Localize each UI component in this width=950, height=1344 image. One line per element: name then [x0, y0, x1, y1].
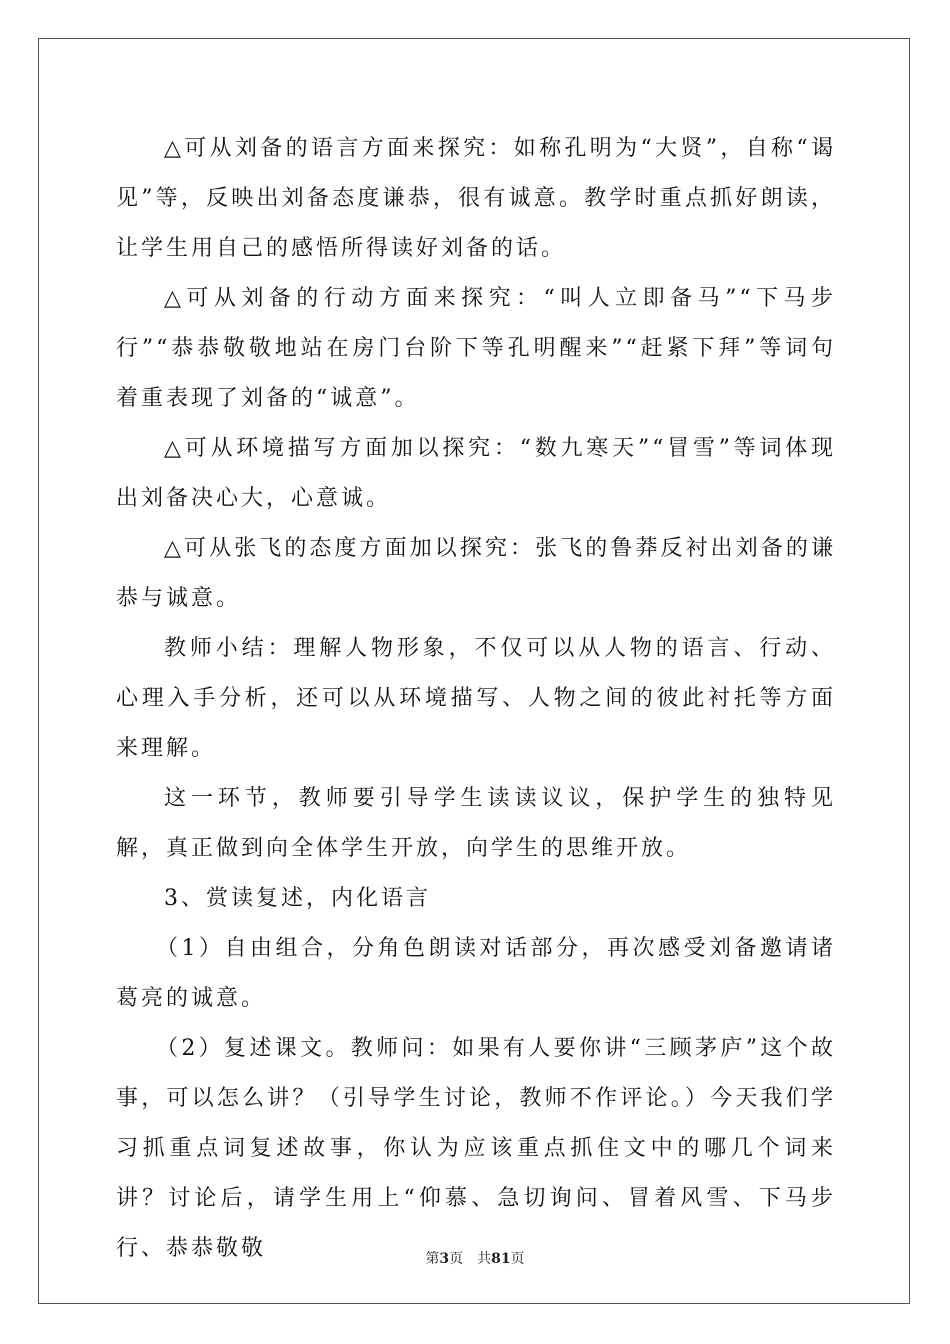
- document-body: [116, 124, 836, 1274]
- section-heading-retelling: 3、赏读复述，内化语言: [164, 886, 431, 911]
- paragraph-segment-note: 这一环节，教师要引导学生读读议议，保护学生的独特见解，真正做到向全体学生开放，向学生的思维开放。: [116, 786, 836, 861]
- paragraph-role-reading: （1）自由组合，分角色朗读对话部分，再次感受刘备邀请诸葛亮的诚意。: [116, 936, 836, 1011]
- paragraph-retelling: （2）复述课文。教师问：如果有人要你讲“三顾茅庐”这个故事，可以怎么讲？（引导学生讨论，教师不作评论。）今天我们学习抓重点词复述故事，你认为应该重点抓住文中的哪几个词来讲？讨论后，请学生用上“仰慕、急切询问、冒着风雪、下马步行、恭恭敬敬: [116, 1036, 836, 1261]
- total-suffix: 页: [510, 1251, 525, 1267]
- page-prefix: 第: [425, 1251, 440, 1267]
- paragraph-environment-analysis: △可从环境描写方面加以探究：“数九寒天”“冒雪”等词体现出刘备决心大，心意诚。: [116, 436, 836, 511]
- total-prefix: 共: [477, 1251, 492, 1267]
- paragraph-teacher-summary: 教师小结：理解人物形象，不仅可以从人物的语言、行动、心理入手分析，还可以从环境描写、人物之间的彼此衬托等方面来理解。: [116, 636, 836, 761]
- paragraph-language-analysis: △可从刘备的语言方面来探究：如称孔明为“大贤”，自称“谒见”等，反映出刘备态度谦恭，很有诚意。教学时重点抓好朗读，让学生用自己的感悟所得读好刘备的话。: [116, 136, 836, 261]
- page-suffix: 页: [449, 1251, 464, 1267]
- page-footer: [0, 1248, 950, 1268]
- total-pages: 81: [491, 1251, 511, 1267]
- paragraph-action-analysis: △可从刘备的行动方面来探究：“叫人立即备马”“下马步行”“恭恭敬敬地站在房门台阶下等孔明醒来”“赶紧下拜”等词句着重表现了刘备的“诚意”。: [116, 286, 836, 411]
- paragraph-zhangfei-analysis: △可从张飞的态度方面加以探究：张飞的鲁莽反衬出刘备的谦恭与诚意。: [116, 536, 836, 611]
- page-number: 3: [439, 1251, 450, 1267]
